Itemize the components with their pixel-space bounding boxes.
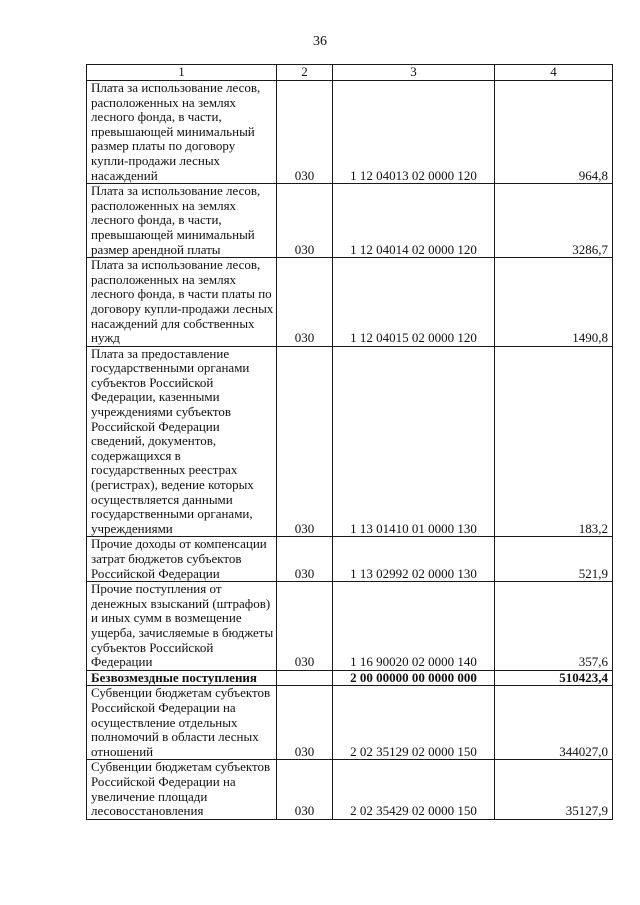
table-row [87,81,613,184]
row-amount: 183,2 [495,346,613,537]
row-name: Плата за предоставление государственными органами субъектов Российской Федерации, казенными учреждениями субъектов Российской Федерации сведений, документов, содержащихся в государственных реестрах (регистрах), ведение которых осуществляется данными государственными органами, учреждениями [87,346,277,537]
row-admin-code: 030 [277,346,333,537]
row-name: Плата за использование лесов, расположенных на землях лесного фонда, в части, превышающей минимальный размер платы по договору купли-продажи лесных насаждений [87,81,277,184]
row-budget-code: 1 16 90020 02 0000 140 [333,582,495,671]
row-amount: 3286,7 [495,184,613,258]
row-admin-code [277,670,333,686]
row-admin-code: 030 [277,81,333,184]
row-name: Субвенции бюджетам субъектов Российской Федерации на увеличение площади лесовосстановления [87,760,277,819]
column-header-4: 4 [495,65,613,81]
table-row [87,537,613,582]
row-amount: 510423,4 [495,670,613,686]
column-header-1: 1 [87,65,277,81]
column-header-3: 3 [333,65,495,81]
row-admin-code: 030 [277,582,333,671]
row-amount: 344027,0 [495,686,613,760]
table-row [87,582,613,671]
row-name: Субвенции бюджетам субъектов Российской Федерации на осуществление отдельных полномочий в области лесных отношений [87,686,277,760]
row-amount: 357,6 [495,582,613,671]
revenue-table [86,64,613,820]
row-admin-code: 030 [277,537,333,582]
row-budget-code: 2 00 00000 00 0000 000 [333,670,495,686]
row-name: Плата за использование лесов, расположенных на землях лесного фонда, в части, превышающей минимальный размер арендной платы [87,184,277,258]
row-name: Прочие доходы от компенсации затрат бюджетов субъектов Российской Федерации [87,537,277,582]
row-amount: 1490,8 [495,258,613,347]
table-row [87,258,613,347]
row-budget-code: 1 13 02992 02 0000 130 [333,537,495,582]
row-admin-code: 030 [277,184,333,258]
row-admin-code: 030 [277,760,333,819]
column-header-2: 2 [277,65,333,81]
row-budget-code: 2 02 35129 02 0000 150 [333,686,495,760]
row-budget-code: 1 13 01410 01 0000 130 [333,346,495,537]
row-budget-code: 1 12 04014 02 0000 120 [333,184,495,258]
table-row [87,346,613,537]
table-row [87,760,613,819]
table-row-total [87,670,613,686]
row-budget-code: 2 02 35429 02 0000 150 [333,760,495,819]
row-budget-code: 1 12 04013 02 0000 120 [333,81,495,184]
row-budget-code: 1 12 04015 02 0000 120 [333,258,495,347]
row-admin-code: 030 [277,258,333,347]
row-admin-code: 030 [277,686,333,760]
page-number: 36 [313,34,327,49]
row-name: Безвозмездные поступления [87,670,277,686]
table-row [87,686,613,760]
row-amount: 521,9 [495,537,613,582]
table-row [87,184,613,258]
row-amount: 35127,9 [495,760,613,819]
row-name: Плата за использование лесов, расположенных на землях лесного фонда, в части платы по договору купли-продажи лесных насаждений для собственных нужд [87,258,277,347]
row-amount: 964,8 [495,81,613,184]
row-name: Прочие поступления от денежных взысканий (штрафов) и иных сумм в возмещение ущерба, зачисляемые в бюджеты субъектов Российской Федерации [87,582,277,671]
table-header-row [87,65,613,81]
